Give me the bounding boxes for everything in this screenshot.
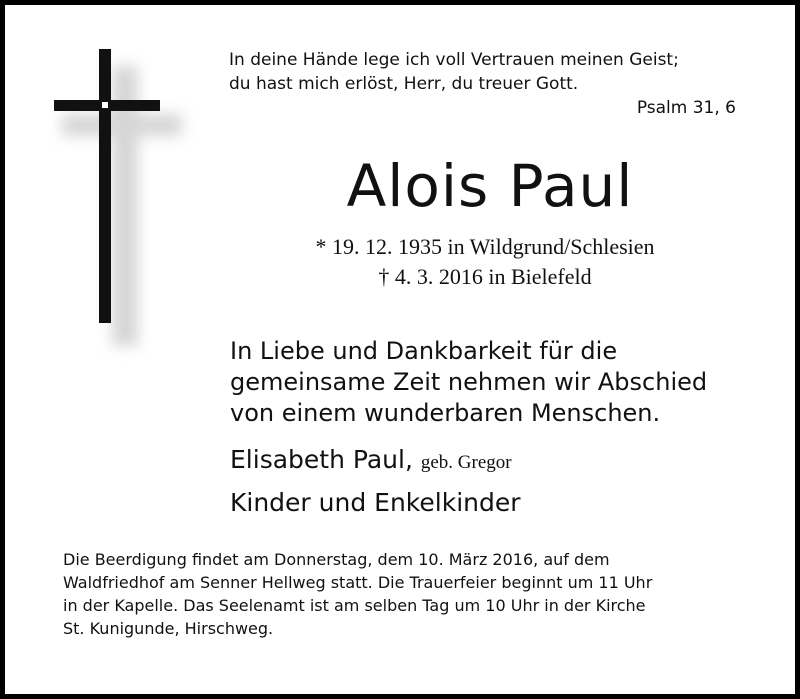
funeral-line: in der Kapelle. Das Seelenamt ist am selben Tag um 10 Uhr in der Kirche [63, 596, 646, 615]
cross-center-mark [102, 102, 108, 108]
funeral-line: Die Beerdigung findet am Donnerstag, dem 10. März 2016, auf dem [63, 550, 610, 569]
cross-vertical-bar [99, 49, 111, 323]
psalm-quote [229, 48, 744, 120]
mourners [230, 440, 750, 523]
funeral-line: Waldfriedhof am Senner Hellweg statt. Die Trauerfeier beginnt um 11 Uhr [63, 573, 653, 592]
birth-date: * 19. 12. 1935 in Wildgrund/Schlesien [315, 234, 655, 259]
psalm-reference: Psalm 31, 6 [636, 98, 736, 118]
funeral-info [63, 548, 739, 640]
deceased-name: Alois Paul [346, 152, 634, 220]
psalm-line: du hast mich erlöst, Herr, du treuer Gott. [229, 74, 579, 94]
farewell-message [230, 336, 750, 429]
message-line: In Liebe und Dankbarkeit für die [230, 337, 618, 365]
life-dates [230, 232, 740, 292]
spouse-name: Elisabeth Paul, [230, 445, 413, 474]
psalm-line: In deine Hände lege ich voll Vertrauen meinen Geist; [229, 50, 679, 70]
message-line: gemeinsame Zeit nehmen wir Abschied [230, 368, 708, 396]
funeral-line: St. Kunigunde, Hirschweg. [63, 619, 274, 638]
spouse-maiden-name: geb. Gregor [420, 452, 512, 473]
spouse-line [230, 440, 750, 483]
cross-shadow-horizontal [62, 114, 182, 136]
family-line: Kinder und Enkelkinder [230, 488, 521, 517]
message-line: von einem wunderbaren Menschen. [230, 399, 661, 427]
death-date: † 4. 3. 2016 in Bielefeld [378, 264, 592, 289]
